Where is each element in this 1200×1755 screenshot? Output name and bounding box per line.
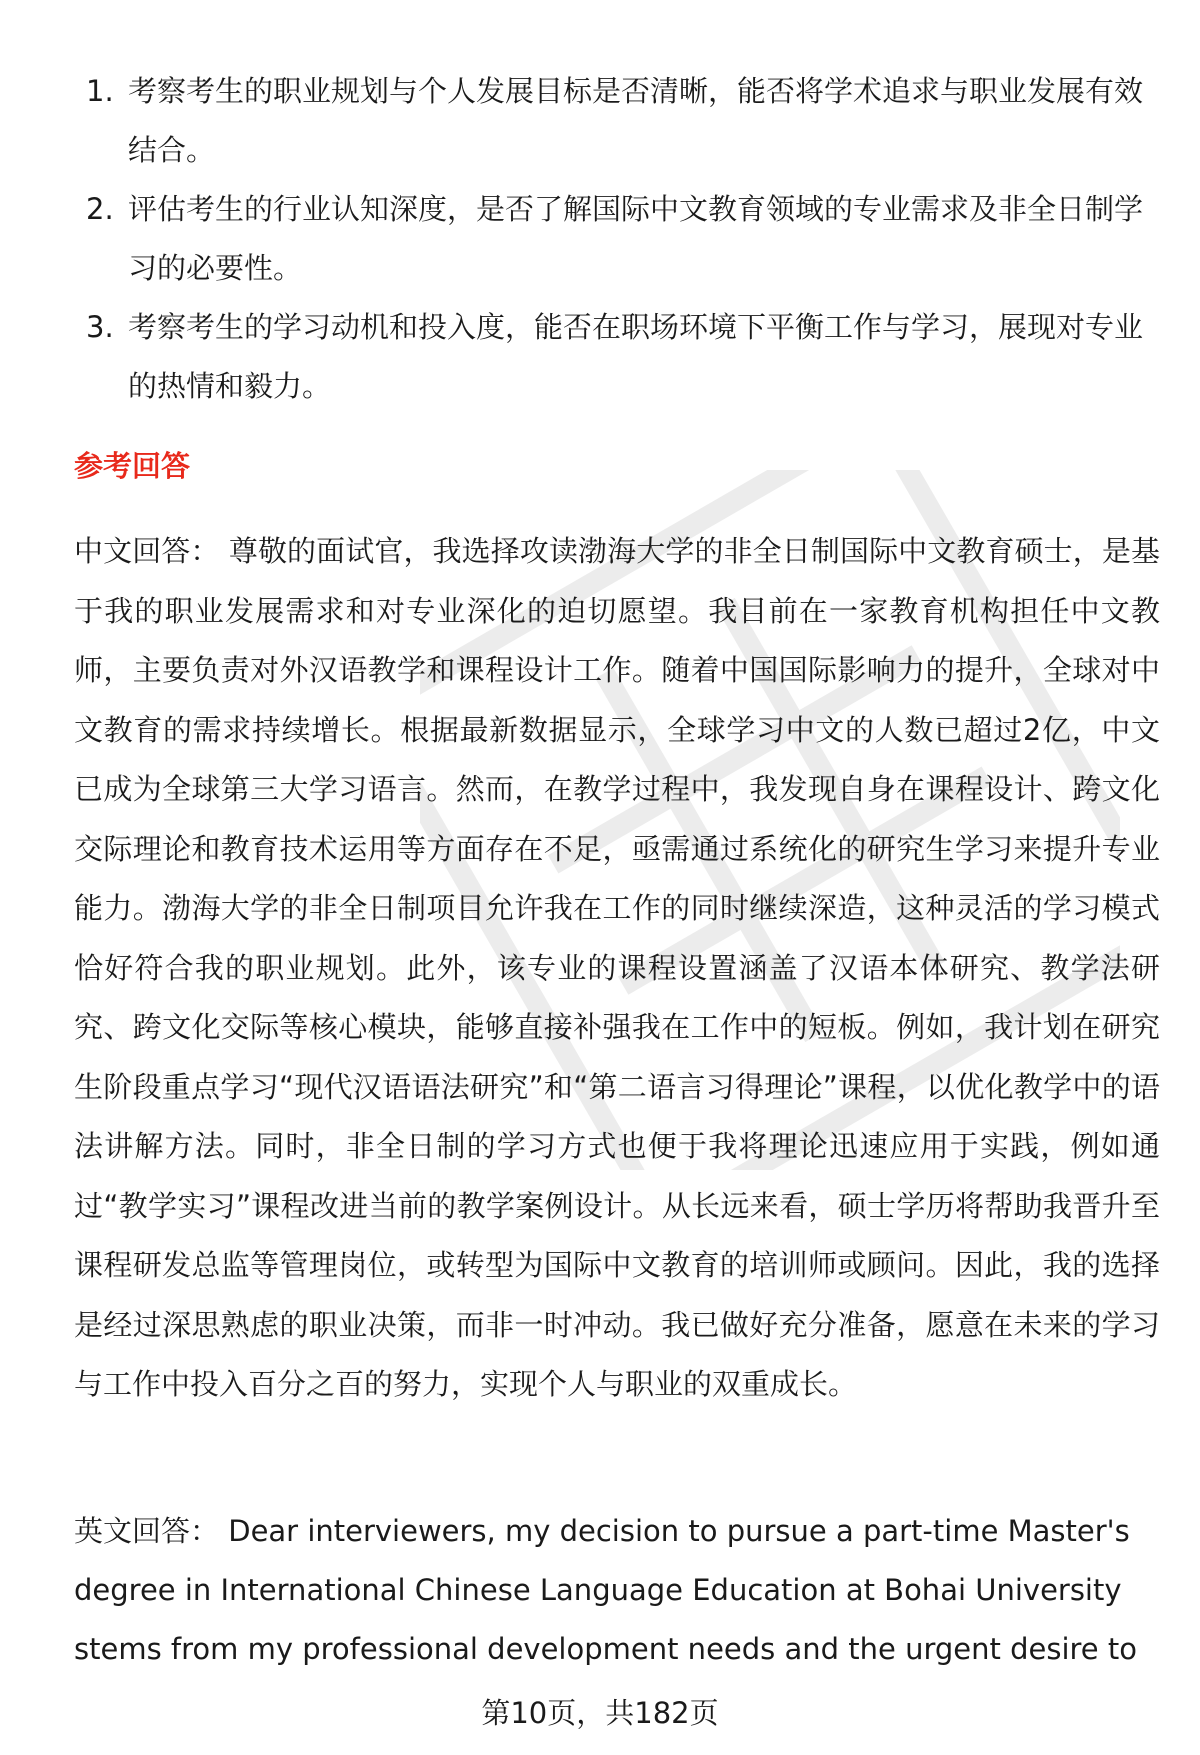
english-answer-label: 英文回答：	[74, 1514, 220, 1548]
english-answer-paragraph	[74, 1502, 1160, 1679]
criteria-text: 考察考生的职业规划与个人发展目标是否清晰，能否将学术追求与职业发展有效结合。	[128, 74, 1144, 167]
criteria-number: 2.	[86, 192, 114, 226]
criteria-text: 评估考生的行业认知深度，是否了解国际中文教育领域的专业需求及非全日制学习的必要性。	[128, 192, 1144, 285]
criteria-item	[74, 62, 1154, 180]
criteria-item	[74, 180, 1154, 298]
criteria-item	[74, 298, 1154, 416]
page-number-footer: 第10页，共182页	[481, 1696, 719, 1730]
chinese-answer-paragraph	[74, 522, 1160, 1415]
criteria-text: 考察考生的学习动机和投入度，能否在职场环境下平衡工作与学习，展现对专业的热情和毅力。	[128, 310, 1144, 403]
criteria-number: 1.	[86, 74, 114, 108]
reference-answer-heading: 参考回答	[74, 449, 191, 483]
criteria-number: 3.	[86, 310, 114, 344]
chinese-answer-label: 中文回答：	[74, 534, 220, 568]
chinese-answer-text: 尊敬的面试官，我选择攻读渤海大学的非全日制国际中文教育硕士，是基于我的职业发展需求和对专业深化的迫切愿望。我目前在一家教育机构担任中文教师，主要负责对外汉语教学和课程设计工作。随着中国国际影响力的提升，全球对中文教育的需求持续增长。根据最新数据显示，全球学习中文的人数已超过2亿，中文已成为全球第三大学习语言。然而，在教学过程中，我发现自身在课程设计、跨文化交际理论和教育技术运用等方面存在不足，亟需通过系统化的研究生学习来提升专业能力。渤海大学的非全日制项目允许我在工作的同时继续深造，这种灵活的学习模式恰好符合我的职业规划。此外，该专业的课程设置涵盖了汉语本体研究、教学法研究、跨文化交际等核心模块，能够直接补强我在工作中的短板。例如，我计划在研究生阶段重点学习“现代汉语语法研究”和“第二语言习得理论”课程，以优化教学中的语法讲解方法。同时，非全日制的学习方式也便于我将理论迅速应用于实践，例如通过“教学实习”课程改进当前的教学案例设计。从长远来看，硕士学历将帮助我晋升至课程研发总监等管理岗位，或转型为国际中文教育的培训师或顾问。因此，我的选择是经过深思熟虑的职业决策，而非一时冲动。我已做好充分准备，愿意在未来的学习与工作中投入百分之百的努力，实现个人与职业的双重成长。	[74, 534, 1160, 1401]
evaluation-criteria-list	[74, 62, 1154, 416]
english-answer-text: Dear interviewers, my decision to pursue a part-time Master's degree in International Chinese Language Education at Bohai University stems from my professional development needs and the urgent desire to	[74, 1514, 1137, 1666]
